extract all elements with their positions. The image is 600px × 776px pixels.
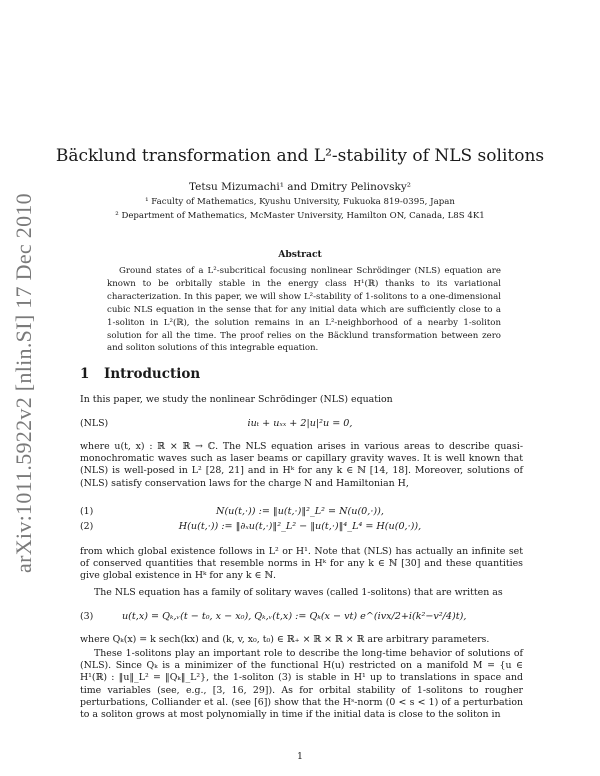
abstract-heading: Abstract [278, 249, 322, 260]
nls-equation-label: (NLS) [80, 418, 109, 429]
arxiv-stamp-text: arXiv:1011.5922v2 [nlin.SI] 17 Dec 2010 [11, 193, 36, 573]
abstract-text: Ground states of a L²-subcritical focusing nonlinear Schrödinger (NLS) equation are known to be orbitally stable in the energy class H¹(ℝ) thanks to its variational characterization. In this paper, we will show L²-stability of 1-solitons to a one-dimensional cubic NLS equation in the sense that for any initial data which are sufficiently close to a 1-soliton in L²(ℝ), the solution remains in an L²-neighborhood of a nearby 1-soliton solution for all the time. The proof relies on the Bäcklund transformation between zero and soliton solutions of this integrable equation. [107, 266, 501, 354]
final-paragraph: These 1-solitons play an important role to describe the long-time behavior of solutions of (NLS). Since Qₖ is a minimizer of the functional H(u) restricted on a manifold M = {u ∈ H¹(ℝ) : ‖u‖_L² = ‖Qₖ‖_L²}, the 1-soliton (3) is stable in H¹ up to translations in space and time variables (see, e.g., [3, 16, 29]). As for orbital stability of 1-solitons to rougher perturbations, Colliander et al. (see [6]) show that the Hˢ-norm (0 < s < 1) of a perturbation to a soliton grows at most polynomially in time if the initial data is close to the soliton in [80, 648, 523, 721]
paper-authors: Tetsu Mizumachi¹ and Dmitry Pelinovsky² [188, 181, 412, 193]
affiliation-1: ¹ Faculty of Mathematics, Kyushu University, Fukuoka 819-0395, Japan [145, 197, 455, 207]
paragraph-after-nls: where u(t, x) : ℝ × ℝ → ℂ. The NLS equation arises in various areas to describe quasi-monochromatic waves such as laser beams or capillary gravity waves. It is well known that (NLS) is well-posed in L² [28, 21] and in Hᵏ for any k ∈ ℕ [14, 18]. Moreover, solutions of (NLS) satisfy conservation laws for the charge N and Hamiltonian H, [80, 441, 523, 489]
section-heading [80, 366, 200, 382]
section-title: Introduction [104, 366, 201, 382]
equation-2-label: (2) [80, 521, 94, 532]
equation-3: u(t,x) = Qₖ,ᵥ(t − t₀, x − x₀), Qₖ,ᵥ(t,x) := Qₖ(x − vt) e^(ivx/2+i(k²−v²/4)t), [122, 611, 467, 622]
equation-2: H(u(t,·)) := ‖∂ₓu(t,·)‖²_L² − ‖u(t,·)‖⁴_L⁴ = H(u(0,·)), [178, 521, 422, 532]
equation-3-label: (3) [80, 611, 94, 622]
paragraph-after-conservation: from which global existence follows in L² or H¹. Note that (NLS) has actually an infinite set of conserved quantities that resemble norms in Hᵏ for any k ∈ ℕ [30] and these quantities give global existence in Hᵏ for any k ∈ ℕ. [80, 546, 523, 582]
equation-1-label: (1) [80, 506, 94, 517]
section-number: 1 [80, 366, 90, 382]
page-number: 1 [297, 751, 303, 762]
paragraph-after-soliton: where Qₖ(x) = k sech(kx) and (k, v, x₀, t₀) ∈ ℝ₊ × ℝ × ℝ × ℝ are arbitrary parameters. [80, 634, 490, 645]
paper-title: Bäcklund transformation and L²-stability of NLS solitons [55, 146, 545, 166]
nls-equation: iuₜ + uₓₓ + 2|u|²u = 0, [247, 418, 353, 429]
affiliation-2: ² Department of Mathematics, McMaster University, Hamilton ON, Canada, L8S 4K1 [115, 211, 485, 221]
solitary-wave-paragraph: The NLS equation has a family of solitary waves (called 1-solitons) that are written as [94, 587, 503, 598]
intro-paragraph: In this paper, we study the nonlinear Schrödinger (NLS) equation [80, 394, 393, 405]
equation-1: N(u(t,·)) := ‖u(t,·)‖²_L² = N(u(0,·)), [216, 506, 384, 517]
